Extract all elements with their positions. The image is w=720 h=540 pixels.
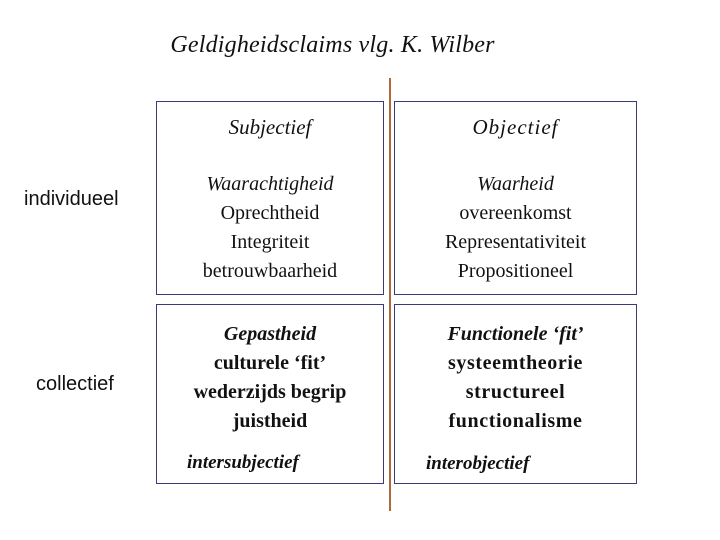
cell-line: functionalisme <box>448 410 583 432</box>
footer-intersubjective: intersubjectief <box>187 452 299 473</box>
cell-collective-subjective <box>156 320 384 436</box>
cell-line: betrouwbaarheid <box>202 260 338 282</box>
vertical-axis-line <box>389 78 391 511</box>
cell-line: Representativiteit <box>444 231 587 253</box>
cell-line: systeemtheorie <box>447 352 583 374</box>
cell-line: Propositioneel <box>457 260 574 282</box>
row-label-individual: individueel <box>24 188 119 210</box>
cell-individual-subjective <box>156 170 384 286</box>
cell-line: Integriteit <box>230 231 310 253</box>
diagram-title: Geldigheidsclaims vlg. K. Wilber <box>170 32 495 58</box>
cell-individual-objective <box>394 170 637 286</box>
cell-line: Gepastheid <box>223 323 317 345</box>
cell-line: Functionele ‘fit’ <box>447 323 584 345</box>
cell-line: juistheid <box>232 410 308 432</box>
cell-line: culturele ‘fit’ <box>213 352 327 374</box>
cell-line: Waarheid <box>477 173 554 195</box>
cell-line: overeenkomst <box>459 202 572 224</box>
footer-interobjective: interobjectief <box>426 453 530 474</box>
column-header-subjective: Subjectief <box>228 115 312 139</box>
cell-line: wederzijds begrip <box>193 381 347 403</box>
cell-collective-objective <box>394 320 637 436</box>
column-header-objective: Objectief <box>472 115 559 139</box>
cell-line: Oprechtheid <box>220 202 320 224</box>
cell-line: structureel <box>465 381 566 403</box>
row-label-collective: collectief <box>36 373 114 395</box>
cell-line: Waarachtigheid <box>206 173 334 195</box>
